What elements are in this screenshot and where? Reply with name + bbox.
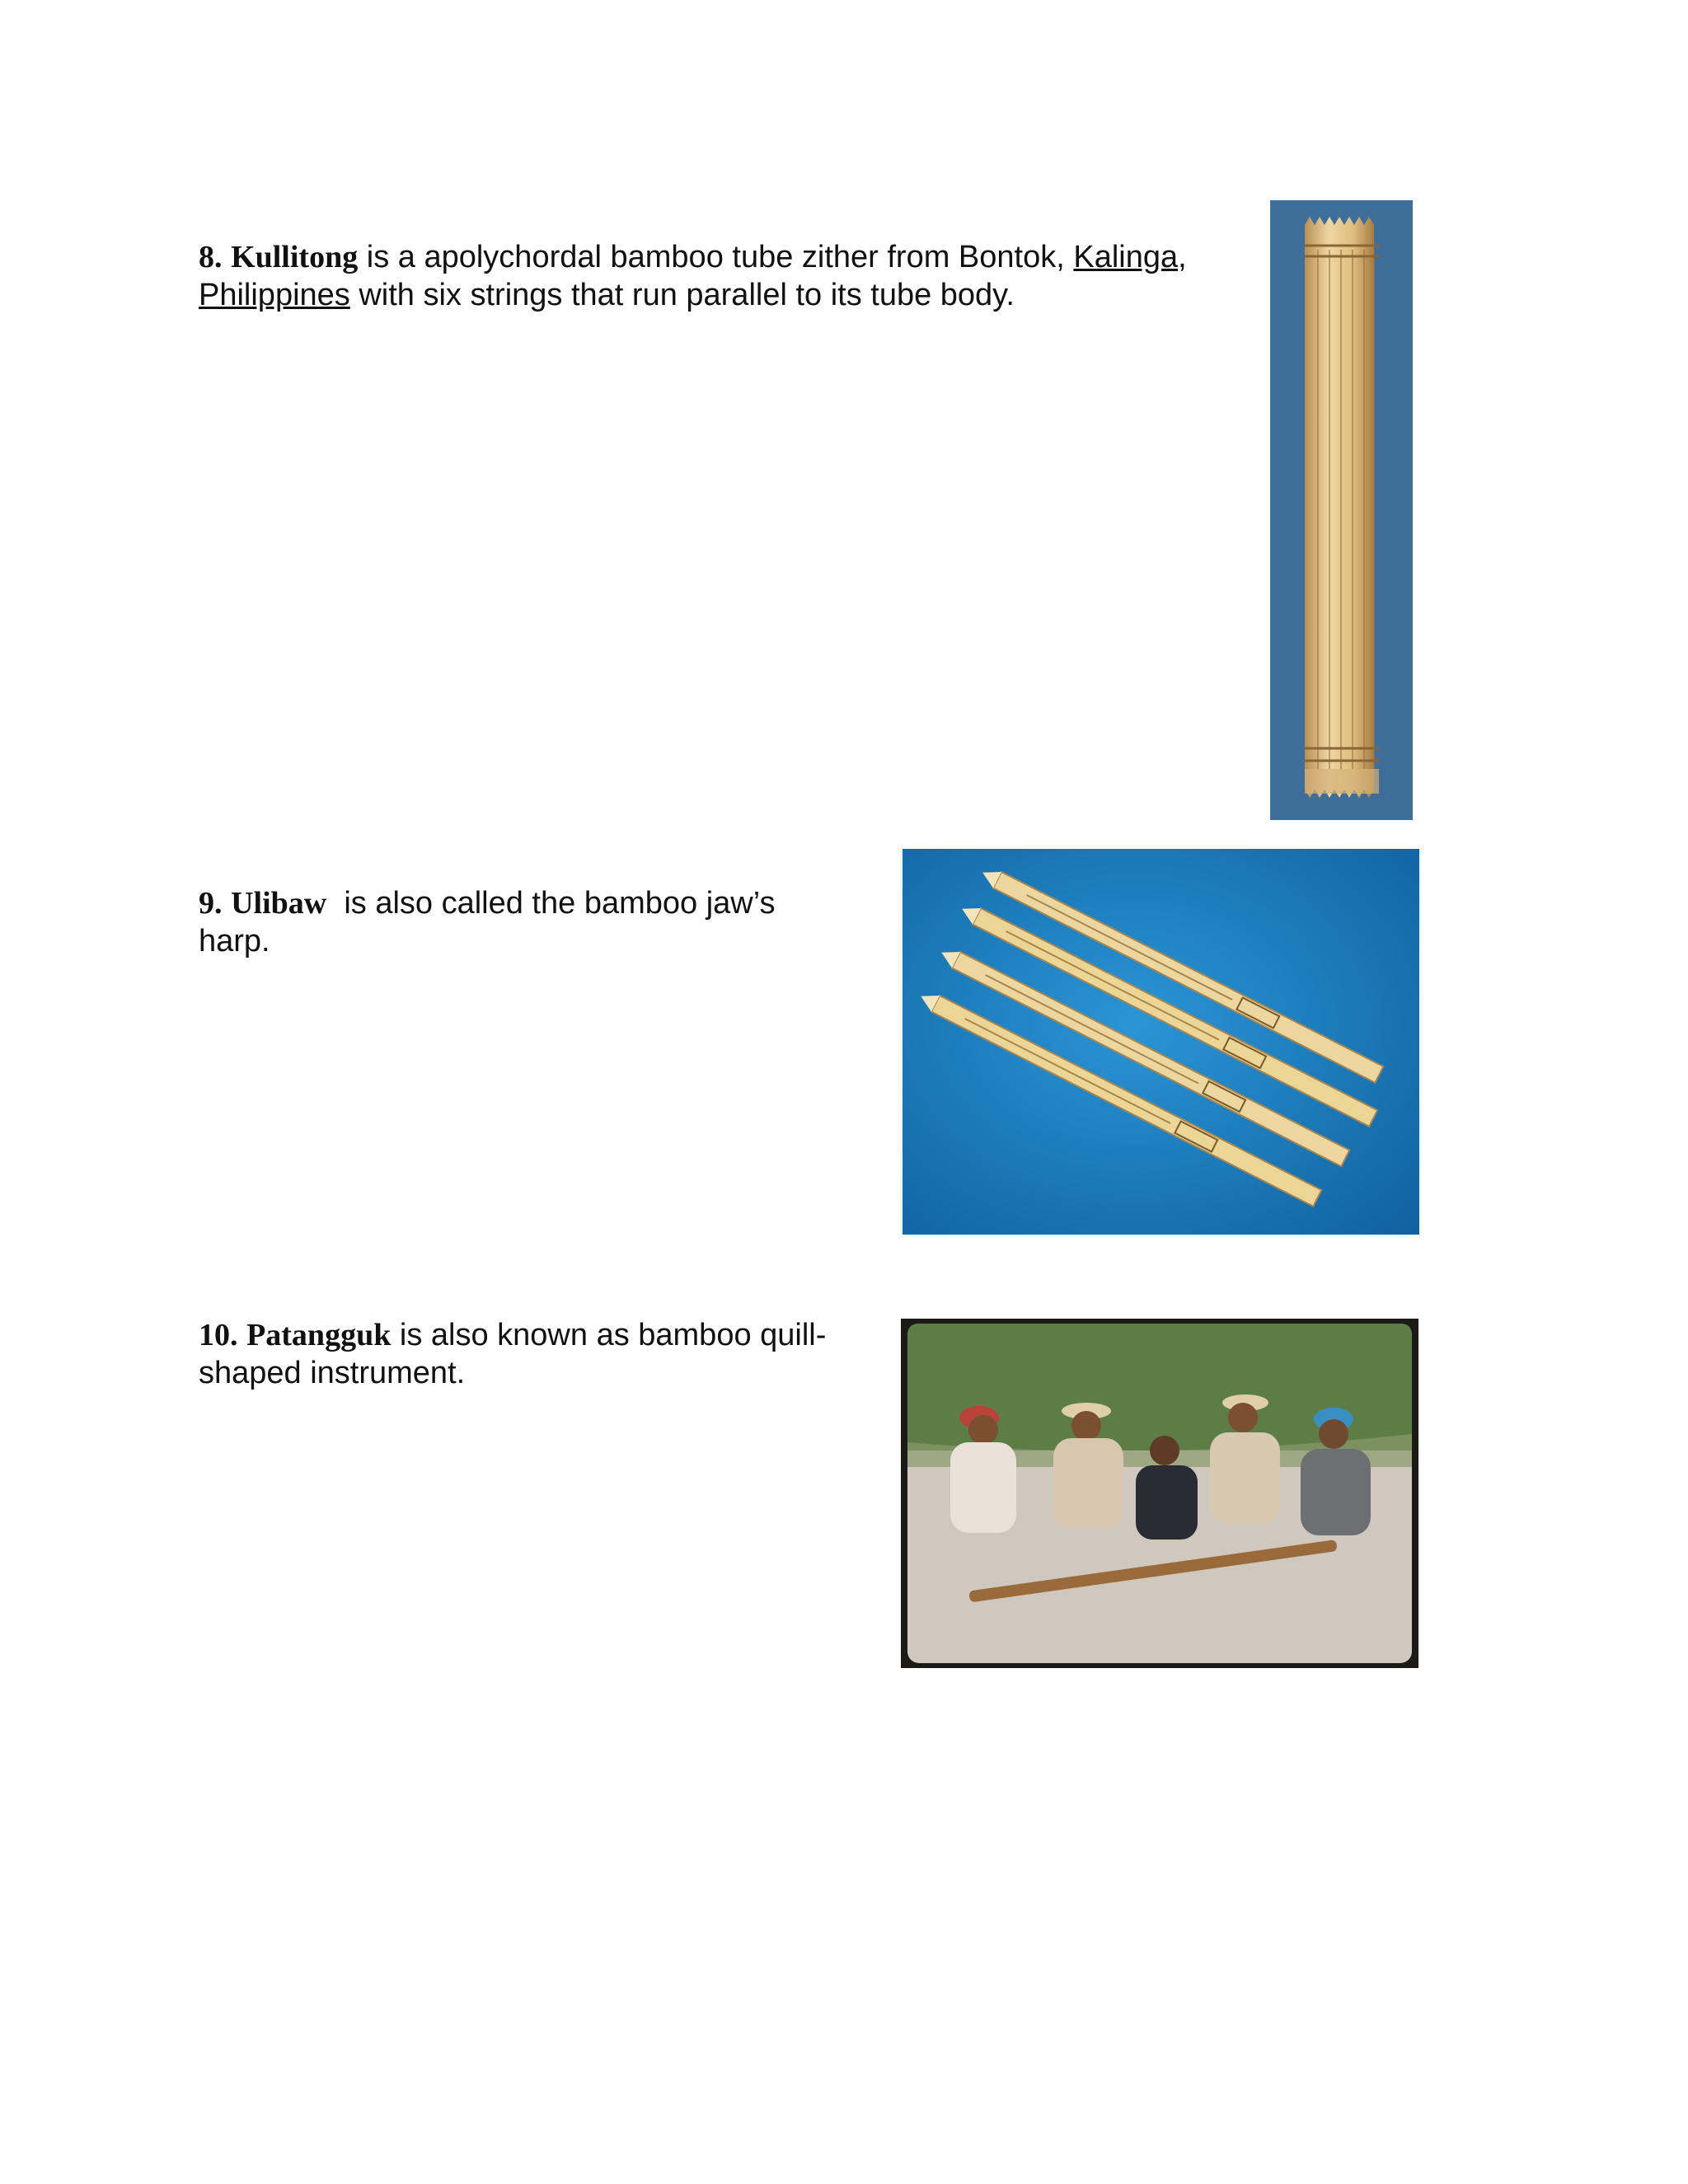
kullitong-image (1270, 200, 1413, 820)
entry-term: Kullitong (231, 240, 359, 274)
entry-body-comma: , (1178, 240, 1187, 274)
entry-term: Ulibaw (231, 886, 327, 921)
entry-body-end: with six strings that run parallel to its tube body. (349, 278, 1015, 312)
entry-body-line2: harp. (199, 924, 270, 958)
entry-number: 8. (199, 240, 223, 274)
entry-body-line2: shaped instrument. (199, 1356, 466, 1390)
ulibaw-image (903, 849, 1419, 1235)
entry-body: is also known as bamboo quill- (391, 1318, 827, 1352)
entry-number: 10. (199, 1318, 238, 1352)
entry-term: Patangguk (246, 1318, 392, 1352)
entry-10-text (199, 1316, 883, 1392)
link-kalinga[interactable]: Kalinga (1073, 240, 1179, 274)
entry-body: is a apolychordal bamboo tube zither from Bontok, (358, 240, 1074, 274)
entry-8-text (199, 238, 1262, 314)
entry-9-text (199, 884, 883, 960)
entry-number: 9. (199, 886, 223, 921)
entry-body: is also called the bamboo jaw’s (326, 886, 776, 921)
patangguk-image (901, 1319, 1418, 1668)
link-philippines[interactable]: Philippines (199, 278, 350, 312)
